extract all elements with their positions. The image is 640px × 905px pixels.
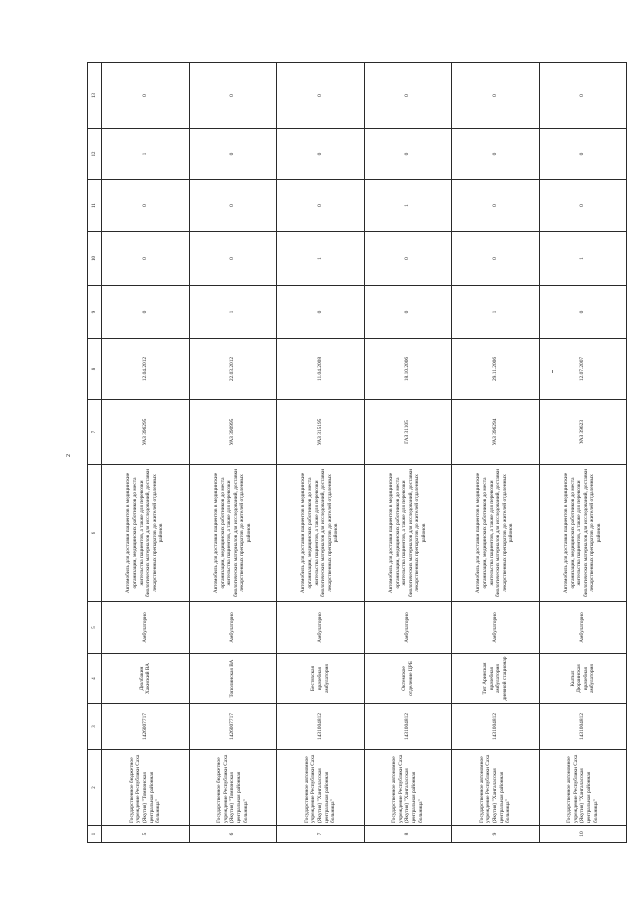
vehicle-model: УАЗ 315195 bbox=[277, 400, 365, 465]
row-number: 10 bbox=[539, 826, 627, 843]
vehicle-purpose: Автомобиль для доставки пациентов в медицинские организации, медицинских работников до места жительства пациентов, а также для перевозки биологических материалов для исследований, доставки лекарственных препаратов до жителей отдаленных районов bbox=[189, 465, 277, 602]
care-type: Амбулаторно bbox=[364, 602, 452, 654]
col12-value: 0 bbox=[189, 129, 277, 180]
table-row bbox=[102, 63, 190, 843]
col12-value: 0 bbox=[539, 129, 627, 180]
organization-inn: 1431004812 bbox=[452, 704, 540, 750]
column-number-row bbox=[88, 63, 102, 843]
subdivision-name: Бестяхская врачебная амбулатория bbox=[277, 654, 365, 704]
vehicles-table bbox=[87, 62, 627, 843]
care-type: Амбулаторно bbox=[539, 602, 627, 654]
care-type: Амбулаторно bbox=[102, 602, 190, 654]
vehicle-model: УАЗ 396294 bbox=[452, 400, 540, 465]
col10-value: 1 bbox=[277, 232, 365, 286]
table-row bbox=[452, 63, 540, 843]
col12-value: 1 bbox=[102, 129, 190, 180]
column-number-2: 2 bbox=[88, 750, 102, 826]
col13-value: 0 bbox=[189, 63, 277, 129]
column-number-1: 1 bbox=[88, 826, 102, 843]
col12-value: 0 bbox=[364, 129, 452, 180]
registration-date: 12.04.2012 bbox=[102, 339, 190, 400]
vehicle-purpose: Автомобиль для доставки пациентов в медицинские организации, медицинских работников до места жительства пациентов, а также для перевозки биологических материалов для исследований, доставки лекарственных препаратов до жителей отдаленных районов bbox=[539, 465, 627, 602]
col11-value: 0 bbox=[189, 180, 277, 232]
col9-value: 1 bbox=[189, 286, 277, 339]
subdivision-name: Кытыл Дюраинская врачебная амбулатория bbox=[539, 654, 627, 704]
col11-value: 0 bbox=[102, 180, 190, 232]
vehicle-model: УАЗ 390995 bbox=[189, 400, 277, 465]
care-type: Амбулаторно bbox=[189, 602, 277, 654]
col9-value: 0 bbox=[102, 286, 190, 339]
col13-value: 0 bbox=[277, 63, 365, 129]
vehicle-purpose: Автомобиль для доставки пациентов в медицинские организации, медицинских работников до места жительства пациентов, а также для перевозки биологических материалов для исследований, доставки лекарственных препаратов до жителей отдаленных районов bbox=[277, 465, 365, 602]
vehicle-purpose: Автомобиль для доставки пациентов в медицинские организации, медицинских работников до места жительства пациентов, а также для перевозки биологических материалов для исследований, доставки лекарственных препаратов до жителей отдаленных районов bbox=[102, 465, 190, 602]
rotated-page-content bbox=[87, 63, 627, 843]
column-number-7: 7 bbox=[88, 400, 102, 465]
col11-value: 0 bbox=[452, 180, 540, 232]
column-number-9: 9 bbox=[88, 286, 102, 339]
organization-inn: 1431004812 bbox=[539, 704, 627, 750]
organization-inn: 1431004812 bbox=[277, 704, 365, 750]
col9-value: 1 bbox=[452, 286, 540, 339]
row-number: 7 bbox=[277, 826, 365, 843]
organization-name: Государственное бюджетное учреждение Республики Саха (Якутия) "Томпонская центральная районная больница" bbox=[102, 750, 190, 826]
vehicle-purpose: Автомобиль для доставки пациентов в медицинские организации, медицинских работников до места жительства пациентов, а также для перевозки биологических материалов для исследований, доставки лекарственных препаратов до жителей отдаленных районов bbox=[452, 465, 540, 602]
col11-value: 0 bbox=[539, 180, 627, 232]
col9-value: 0 bbox=[277, 286, 365, 339]
organization-name: Государственное бюджетное учреждение Республики Саха (Якутия) "Томпонская центральная районная больница" bbox=[189, 750, 277, 826]
row-number: 5 bbox=[102, 826, 190, 843]
vehicle-model: УАЗ 396295 bbox=[102, 400, 190, 465]
col13-value: 0 bbox=[539, 63, 627, 129]
row-number: 9 bbox=[452, 826, 540, 843]
registration-date: 11.04.2008 bbox=[277, 339, 365, 400]
col13-value: 0 bbox=[102, 63, 190, 129]
registration-date: 18.10.2006 bbox=[364, 339, 452, 400]
table-row bbox=[277, 63, 365, 843]
registration-date: 29.11.2006 bbox=[452, 339, 540, 400]
vehicle-model: УАЗ 39623 bbox=[539, 400, 627, 465]
table-row bbox=[364, 63, 452, 843]
column-number-6: 6 bbox=[88, 465, 102, 602]
organization-inn: 1431004812 bbox=[364, 704, 452, 750]
column-number-5: 5 bbox=[88, 602, 102, 654]
registration-date: 12.07.2007 bbox=[539, 339, 627, 400]
organization-name: Государственное автономное учреждение Республики Саха (Якутия) "Хангаласская центральная районная больница" bbox=[364, 750, 452, 826]
column-number-4: 4 bbox=[88, 654, 102, 704]
table-row bbox=[539, 63, 627, 843]
subdivision-name: Тит Аринская врачебная амбулатория дневной стационар bbox=[452, 654, 540, 704]
vehicle-purpose: Автомобиль для доставки пациентов в медицинские организации, медицинских работников до места жительства пациентов, а также для перевозки биологических материалов для исследований, доставки лекарственных препаратов до жителей отдаленных районов bbox=[364, 465, 452, 602]
column-number-13: 13 bbox=[88, 63, 102, 129]
col9-value: 0 bbox=[364, 286, 452, 339]
registration-date: 22.03.2012 bbox=[189, 339, 277, 400]
col10-value: 0 bbox=[364, 232, 452, 286]
organization-name: Государственное автономное учреждение Республики Саха (Якутия) "Хангаласская центральная районная больница" bbox=[539, 750, 627, 826]
col10-value: 0 bbox=[189, 232, 277, 286]
care-type: Амбулаторно bbox=[277, 602, 365, 654]
organization-name: Государственное автономное учреждение Республики Саха (Якутия) "Хангаласская центральная районная больница" bbox=[452, 750, 540, 826]
organization-inn: 1426007717 bbox=[102, 704, 190, 750]
row-number: 8 bbox=[364, 826, 452, 843]
column-number-12: 12 bbox=[88, 129, 102, 180]
page-number: 2 bbox=[66, 454, 72, 457]
col13-value: 0 bbox=[452, 63, 540, 129]
subdivision-name: Тополинская ВА bbox=[189, 654, 277, 704]
col11-value: 0 bbox=[277, 180, 365, 232]
subdivision-name: Октемское отделение ЦРБ bbox=[364, 654, 452, 704]
column-number-11: 11 bbox=[88, 180, 102, 232]
col12-value: 0 bbox=[277, 129, 365, 180]
subdivision-name: Дюлбакин Хакнский ВА bbox=[102, 654, 190, 704]
organization-inn: 1426007717 bbox=[189, 704, 277, 750]
column-number-10: 10 bbox=[88, 232, 102, 286]
col10-value: 0 bbox=[452, 232, 540, 286]
column-number-8: 8 bbox=[88, 339, 102, 400]
vehicle-model: ГАЗ 31105 bbox=[364, 400, 452, 465]
col10-value: 1 bbox=[539, 232, 627, 286]
col11-value: 1 bbox=[364, 180, 452, 232]
col13-value: 0 bbox=[364, 63, 452, 129]
col9-value: 0 bbox=[539, 286, 627, 339]
col12-value: 0 bbox=[452, 129, 540, 180]
care-type: Амбулаторно bbox=[452, 602, 540, 654]
organization-name: Государственное автономное учреждение Республики Саха (Якутия) "Хангаласская центральная районная больница" bbox=[277, 750, 365, 826]
table-row bbox=[189, 63, 277, 843]
column-number-3: 3 bbox=[88, 704, 102, 750]
col10-value: 0 bbox=[102, 232, 190, 286]
row-number: 6 bbox=[189, 826, 277, 843]
